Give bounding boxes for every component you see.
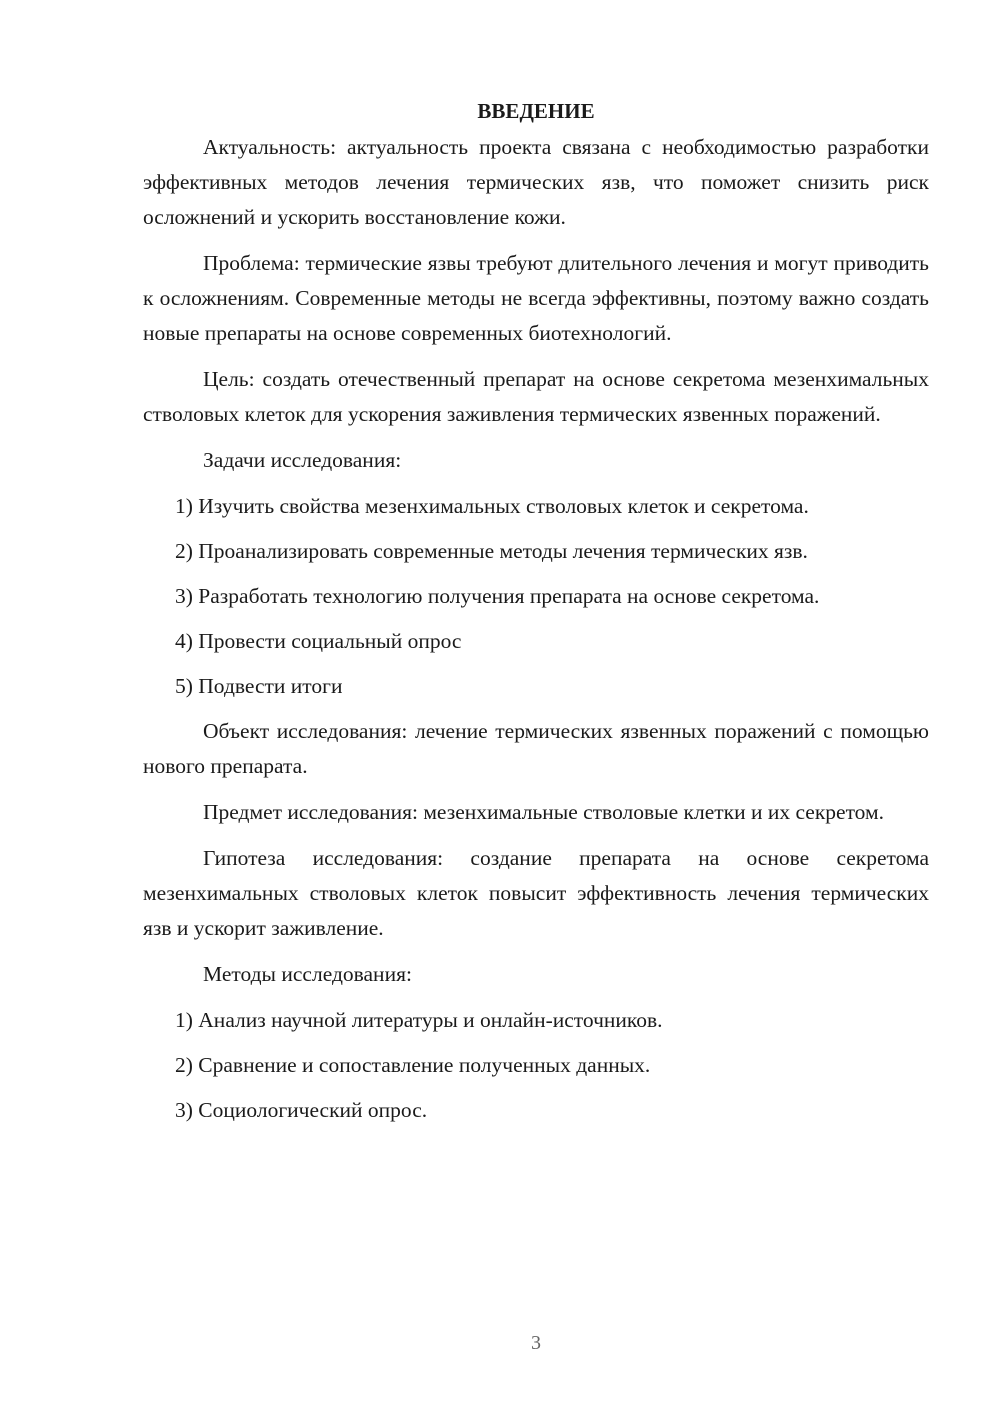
method-item: 2) Сравнение и сопоставление полученных данных. <box>175 1053 651 1077</box>
task-item: 3) Разработать технологию получения препарата на основе секретома. <box>175 584 820 608</box>
relevance-paragraph: Актуальность: актуальность проекта связана с необходимостью разработки эффективных методов лечения термических язв, что поможет снизить риск осложнений и ускорить восстановление кожи. <box>143 135 929 229</box>
task-item: 5) Подвести итоги <box>175 674 343 698</box>
page-title: ВВЕДЕНИЕ <box>477 99 595 123</box>
hypothesis-paragraph: Гипотеза исследования: создание препарата на основе секретома мезенхимальных стволовых клеток повысит эффективность лечения термических язв и ускорит заживление. <box>143 846 929 940</box>
problem-paragraph: Проблема: термические язвы требуют длительного лечения и могут приводить к осложнениям. Современные методы не всегда эффективны, поэтому важно создать новые препараты на основе современных биотехнологий. <box>143 251 929 345</box>
task-item: 1) Изучить свойства мезенхимальных стволовых клеток и секретома. <box>175 494 809 518</box>
document-page <box>143 96 929 1138</box>
methods-heading: Методы исследования: <box>203 962 412 986</box>
method-item: 1) Анализ научной литературы и онлайн-источников. <box>175 1008 663 1032</box>
method-item: 3) Социологический опрос. <box>175 1098 428 1122</box>
task-item: 2) Проанализировать современные методы лечения термических язв. <box>175 539 808 563</box>
goal-paragraph: Цель: создать отечественный препарат на основе секретома мезенхимальных стволовых клеток для ускорения заживления термических язвенных поражений. <box>143 367 929 426</box>
object-paragraph: Объект исследования: лечение термических язвенных поражений с помощью нового препарата. <box>143 719 929 778</box>
subject-paragraph: Предмет исследования: мезенхимальные стволовые клетки и их секретом. <box>203 800 884 824</box>
tasks-heading: Задачи исследования: <box>203 448 402 472</box>
page-number: 3 <box>531 1332 541 1354</box>
task-item: 4) Провести социальный опрос <box>175 629 462 653</box>
